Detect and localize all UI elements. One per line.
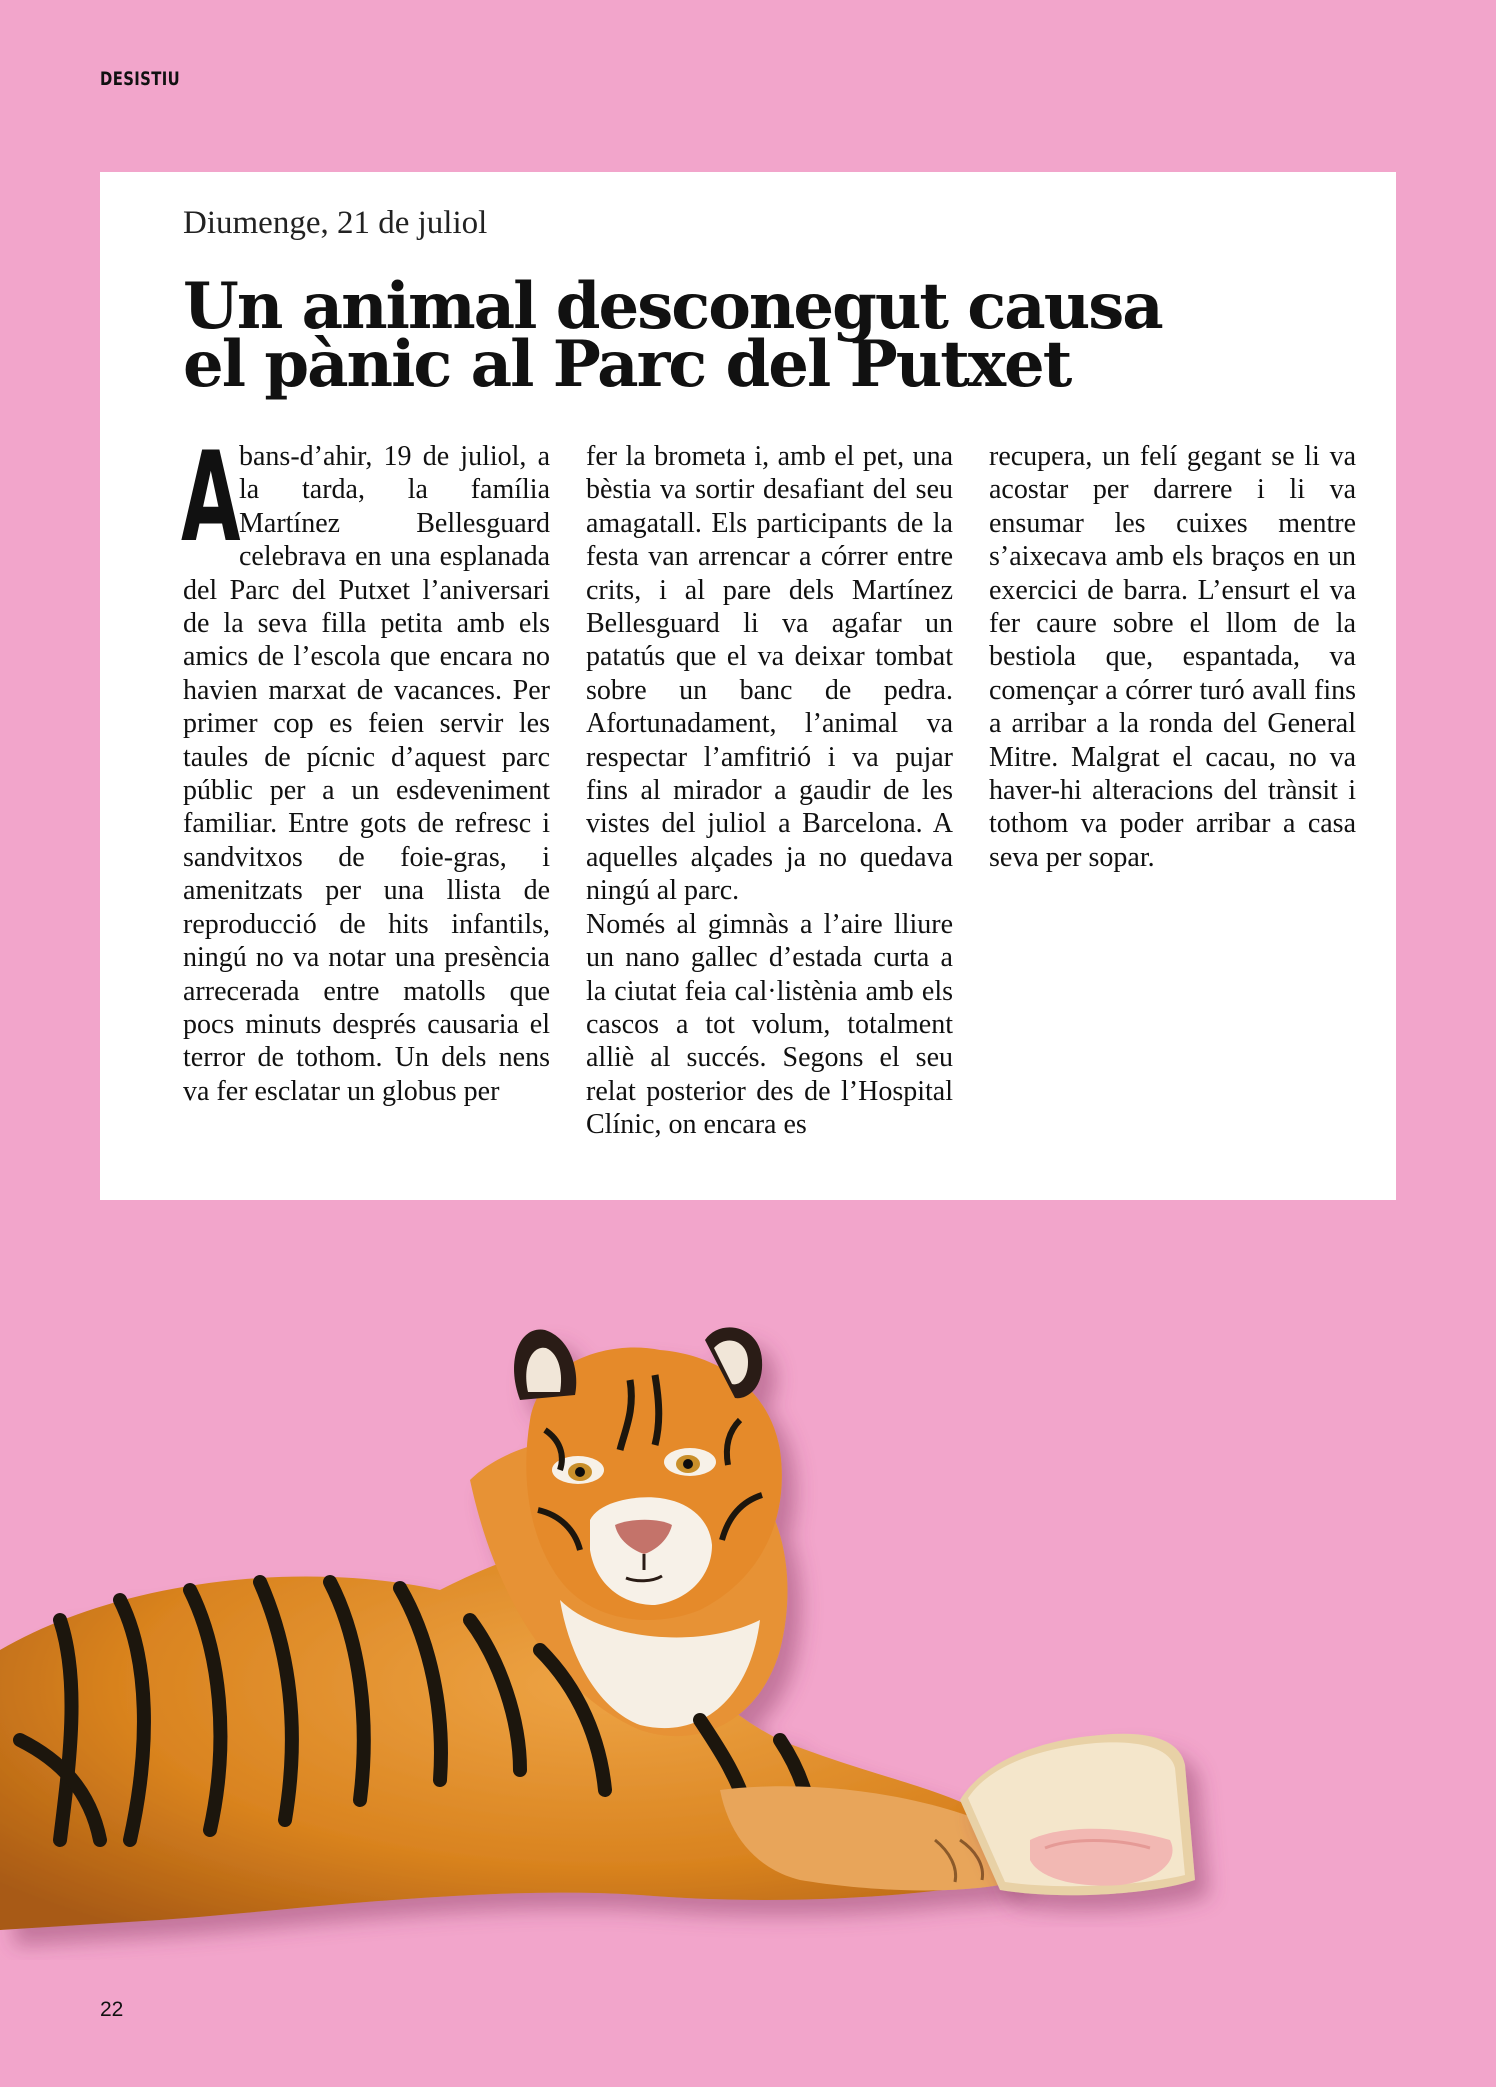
tiger-illustration bbox=[0, 1320, 1240, 1960]
headline-line-1: Un animal desconegut causa bbox=[183, 269, 1162, 344]
sandwich bbox=[960, 1734, 1195, 1895]
dropcap: A bbox=[181, 426, 241, 570]
column-3 bbox=[989, 440, 1356, 1142]
column-2 bbox=[586, 440, 953, 1142]
section-label: DESISTIU bbox=[100, 68, 181, 90]
column-1 bbox=[181, 426, 550, 1142]
article-headline bbox=[183, 269, 1323, 402]
article-columns bbox=[181, 426, 1363, 1142]
article-dateline: Diumenge, 21 de juliol bbox=[183, 205, 488, 241]
page-number: 22 bbox=[100, 1998, 124, 2021]
paragraph-3: Només al gimnàs a l’aire lliure un nano gallec d’estada curta a la ciutat feia cal·listènia amb els cascos a tot volum, totalment alliè al succés. Segons el seu relat posterior des de l’Hospital Clínic, on encara es bbox=[586, 908, 953, 1141]
tiger bbox=[0, 1327, 1017, 1930]
paragraph-2: fer la brometa i, amb el pet, una bèstia va sortir desafiant del seu amagatall. Els participants de la festa van arrencar a córrer entre crits, i al pare dels Martínez Bellesguard li va agafar un patatús que el va deixar tombat sobre un banc de pedra. Afortunadament, l’animal va respectar l’amfitrió i va pujar fins al mirador a gaudir de les vistes del juliol a Barcelona. A aquelles alçades ja no quedava ningú al parc. bbox=[586, 441, 953, 907]
column-1-text: bans-d’ahir, 19 de juliol, a la tarda, la família Martínez Bellesguard celebrava en una esplanada del Parc del Putxet l’aniversari de la seva filla petita amb els amics de l’escola que encara no havien marxat de vacances. Per primer cop es feien servir les taules de pícnic d’aquest parc públic per a un esdeveniment familiar. Entre gots de refresc i sandvitxos de foie-gras, i amenitzats per una llista de reproducció de hits infantils, ningú no va notar una presència arrecerada entre matolls que pocs minuts després causaria el terror de tothom. Un dels nens va fer esclatar un globus per bbox=[183, 441, 550, 1107]
paragraph-4: recupera, un felí gegant se li va acostar per darrere i li va ensumar les cuixes mentre s’aixecava amb els braços en un exercici de barra. L’ensurt el va fer caure sobre el llom de la bestiola que, espantada, va començar a córrer turó avall fins a arribar a la ronda del General Mitre. Malgrat el cacau, no va haver-hi alteracions del trànsit i tothom va poder arribar a casa seva per sopar. bbox=[989, 441, 1356, 873]
article-box bbox=[100, 172, 1396, 1200]
paragraph-1 bbox=[181, 426, 550, 1108]
headline-line-2: el pànic al Parc del Putxet bbox=[183, 327, 1071, 402]
